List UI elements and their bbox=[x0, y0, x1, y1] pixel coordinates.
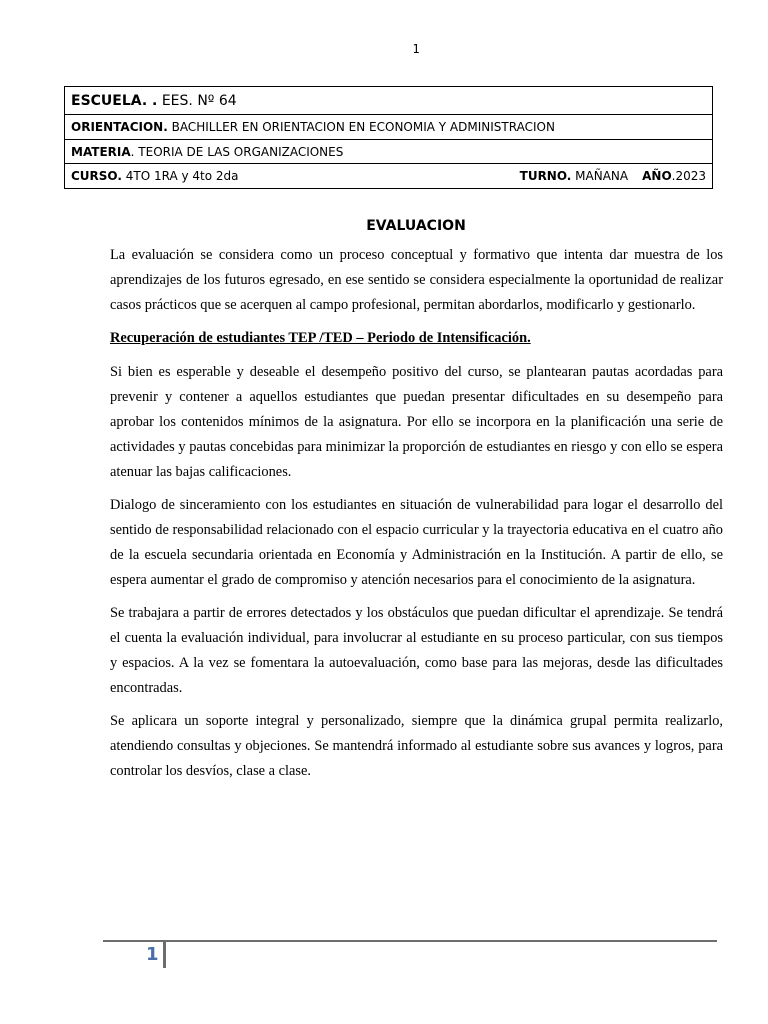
orientacion-value: BACHILLER EN ORIENTACION EN ECONOMIA Y ADMINISTRACION bbox=[167, 120, 555, 134]
curso-label: CURSO. bbox=[71, 169, 122, 183]
anio-label: AÑO bbox=[642, 169, 672, 183]
curso-group bbox=[71, 169, 239, 183]
document-title: EVALUACION bbox=[366, 218, 466, 234]
turno-anio-group bbox=[520, 169, 706, 183]
document-body bbox=[110, 243, 723, 792]
footer-rule bbox=[103, 940, 717, 942]
footer-page-number: 1 bbox=[146, 942, 166, 968]
row-materia bbox=[65, 140, 713, 164]
escuela-value: EES. Nº 64 bbox=[157, 92, 237, 109]
curso-cell bbox=[65, 164, 713, 189]
row-curso bbox=[65, 164, 713, 189]
paragraph-errores: Se trabajara a partir de errores detectados y los obstáculos que puedan dificultar el aprendizaje. Se tendrá el cuenta la evaluación individual, para involucrar al estudiante en su proceso particular, con sus tiempos y espacios. A la vez se fomentara la autoevaluación, como base para las mejoras, desde las dificultades encontradas. bbox=[110, 605, 723, 696]
orientacion-label: ORIENTACION. bbox=[71, 120, 168, 134]
anio-value: .2023 bbox=[671, 169, 706, 183]
row-escuela bbox=[65, 87, 713, 115]
paragraph-dialogo: Dialogo de sinceramiento con los estudiantes en situación de vulnerabilidad para logar el desarrollo del sentido de responsabilidad relacionado con el espacio curricular y la trayectoria educativa en el cuatro año de la escuela secundaria orientada en Economía y Administración en la Institución. A partir de ello, se espera aumentar el grado de compromiso y atención necesarios para el conocimiento de la asignatura. bbox=[110, 497, 723, 588]
paragraph-intro: La evaluación se considera como un proceso conceptual y formativo que intenta dar muestra de los aprendizajes de los futuros egresado, en ese sentido se considera especialmente la oportunidad de realizar casos prácticos que se acerquen al campo profesional, permitan abordarlos, modificarlo y gestionarlo. bbox=[110, 247, 723, 313]
materia-cell bbox=[65, 140, 713, 164]
row-orientacion bbox=[65, 115, 713, 140]
materia-label: MATERIA bbox=[71, 144, 131, 159]
escuela-label: ESCUELA. . bbox=[71, 92, 158, 109]
turno-value: MAÑANA bbox=[571, 169, 629, 183]
escuela-cell bbox=[65, 87, 713, 115]
section-subheading: Recuperación de estudiantes TEP /TED – Periodo de Intensificación. bbox=[110, 330, 531, 346]
paragraph-pautas: Si bien es esperable y deseable el desempeño positivo del curso, se plantearan pautas acordadas para prevenir y contener a aquellos estudiantes que puedan presentar dificultades en su desempeño para aprobar los contenidos mínimos de la asignatura. Por ello se incorpora en la planificación una serie de actividades y pautas concebidas para minimizar la proporción de estudiantes en riesgo y con ello se espera atenuar las bajas calificaciones. bbox=[110, 364, 723, 480]
turno-label: TURNO. bbox=[519, 169, 572, 183]
materia-value: . TEORIA DE LAS ORGANIZACIONES bbox=[130, 144, 344, 159]
school-info-table bbox=[64, 86, 713, 189]
curso-value: 4TO 1RA y 4to 2da bbox=[121, 169, 239, 183]
top-page-number: 1 bbox=[412, 42, 420, 56]
paragraph-soporte: Se aplicara un soporte integral y personalizado, siempre que la dinámica grupal permita realizarlo, atendiendo consultas y objeciones. Se mantendrá informado al estudiante sobre sus avances y logros, para controlar los desvíos, clase a clase. bbox=[110, 713, 723, 779]
orientacion-cell bbox=[65, 115, 713, 140]
